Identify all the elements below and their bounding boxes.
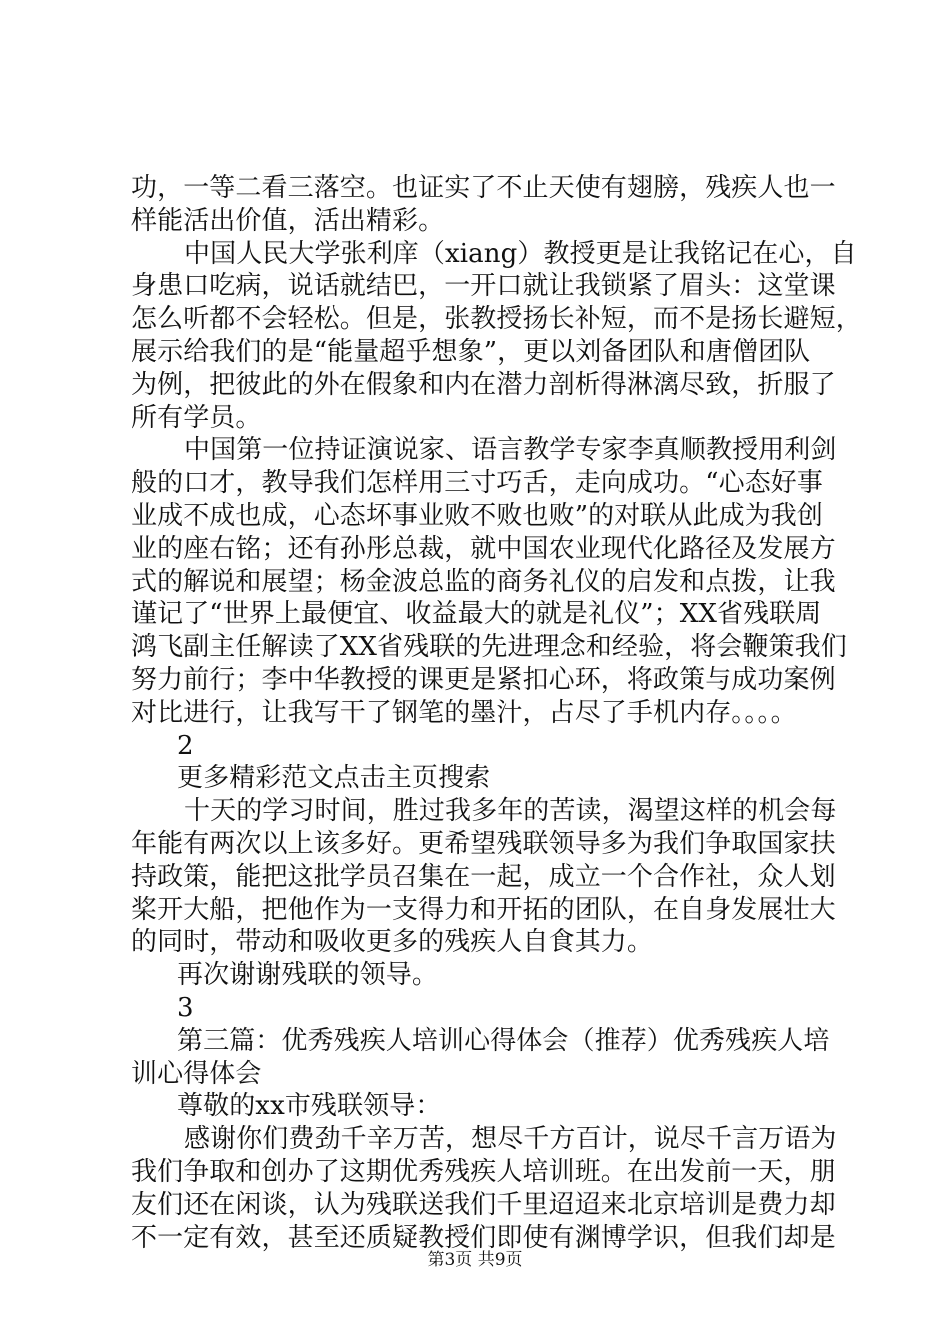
text-line: 我们争取和创办了这期优秀残疾人培训班。在出发前一天，朋 xyxy=(131,1156,836,1187)
text-line: 对比进行，让我写干了钢笔的墨汁，占尽了手机内存。。。。 xyxy=(131,697,797,728)
text-line: 的同时，带动和吸收更多的残疾人自食其力。 xyxy=(131,927,654,958)
text-line: 为例，把彼此的外在假象和内在潜力剖析得淋漓尽致，折服了 xyxy=(131,369,836,400)
text-line: 桨开大船，把他作为一支得力和开拓的团队，在自身发展壮大 xyxy=(131,894,836,925)
text-line: 所有学员。 xyxy=(131,402,262,433)
text-line: 更多精彩范文点击主页搜索 xyxy=(177,763,491,794)
text-line: 不一定有效，甚至还质疑教授们即使有渊博学识，但我们却是 xyxy=(131,1222,836,1253)
text-line: 友们还在闲谈，认为残联送我们千里迢迢来北京培训是费力却 xyxy=(131,1189,836,1220)
text-line: 努力前行；李中华教授的课更是紧扣心环，将政策与成功案例 xyxy=(131,664,836,695)
text-line: 2 xyxy=(177,730,194,761)
document-body xyxy=(131,172,862,1254)
text-line: 业的座右铭；还有孙彤总裁，就中国农业现代化路径及发展方 xyxy=(131,533,836,564)
text-line: 3 xyxy=(177,992,194,1023)
text-line: 持政策，能把这批学员召集在一起，成立一个合作社，众人划 xyxy=(131,861,836,892)
text-line: 身患口吃病，说话就结巴，一开口就让我锁紧了眉头：这堂课 xyxy=(131,271,836,302)
text-line: 第三篇：优秀残疾人培训心得体会（推荐）优秀残疾人培 xyxy=(177,1025,830,1056)
text-line: 训心得体会 xyxy=(131,1058,262,1089)
text-line: 年能有两次以上该多好。更希望残联领导多为我们争取国家扶 xyxy=(131,828,836,859)
text-line: 展示给我们的是“能量超乎想象”，更以刘备团队和唐僧团队 xyxy=(131,336,811,367)
text-line: 功，一等二看三落空。也证实了不止天使有翅膀，残疾人也一 xyxy=(131,173,836,203)
text-line: 业成不成也成，心态坏事业败不败也败”的对联从此成为我创 xyxy=(131,500,823,531)
text-line: 鸿飞副主任解读了XX省残联的先进理念和经验，将会鞭策我们 xyxy=(131,632,847,663)
text-line: 样能活出价值，活出精彩。 xyxy=(131,205,445,236)
text-line: 中国人民大学张利庠（xiang）教授更是让我铭记在心，自 xyxy=(184,238,857,269)
text-line: 感谢你们费劲千辛万苦，想尽千方百计，说尽千言万语为 xyxy=(184,1124,837,1155)
text-line: 再次谢谢残联的领导。 xyxy=(177,960,439,991)
text-line: 式的解说和展望；杨金波总监的商务礼仪的启发和点拨，让我 xyxy=(131,566,836,597)
text-line: 尊敬的xx市残联领导： xyxy=(177,1091,442,1122)
text-line: 怎么听都不会轻松。但是，张教授扬长补短，而不是扬长避短， xyxy=(131,304,862,335)
text-line: 中国第一位持证演说家、语言教学专家李真顺教授用利剑 xyxy=(184,435,837,466)
text-line: 谨记了“世界上最便宜、收益最大的就是礼仪”；XX省残联周 xyxy=(131,599,822,630)
page-footer: 第3页 共9页 xyxy=(427,1250,523,1270)
text-line: 般的口才，教导我们怎样用三寸巧舌，走向成功。“心态好事 xyxy=(131,468,823,499)
text-line: 十天的学习时间，胜过我多年的苦读，渴望这样的机会每 xyxy=(184,796,837,827)
